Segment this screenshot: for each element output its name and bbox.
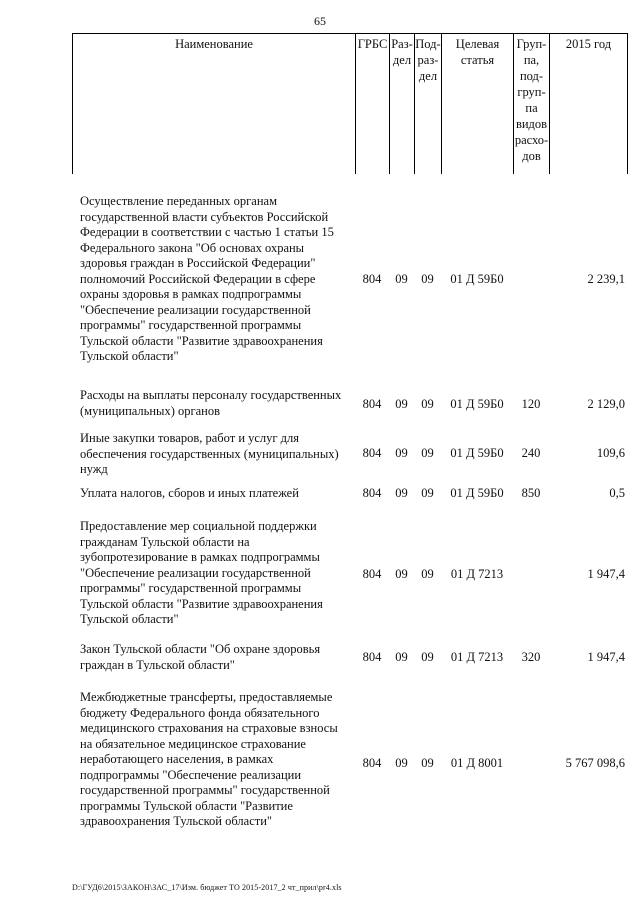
header-gruppa-line: под-	[519, 69, 544, 83]
row-name: Осуществление переданных органам государственной власти субъектов Российской Федерации в соответствии с частью 1 статьи 15 Федерального закона "Об основах охраны здоровья граждан в Российской Федерации" полномочий Российской Федерации в сфере охраны здоровья в рамках подпрограммы "Обеспечение реализации государственной программы" государственной программы Тульской области "Развитие здравоохранения Тульской области"	[80, 194, 334, 363]
header-podrazdel-line: дел	[418, 69, 438, 83]
row-name: Предоставление мер социальной поддержки гражданам Тульской области на зубопротезирование в рамках подпрограммы "Обеспечение реализации государственной программы" государственной программы Тульской области "Развитие здравоохранения Тульской области"	[80, 519, 323, 626]
header-tselevaya-line: Целевая	[455, 37, 500, 51]
row-podrazdel: 09	[421, 397, 434, 411]
header-razdel-line: дел	[392, 53, 412, 67]
row-name: Уплата налогов, сборов и иных платежей	[80, 486, 299, 500]
row-razdel: 09	[395, 650, 408, 664]
row-grbs: 804	[362, 272, 382, 286]
header-gruppa-line: видов	[515, 117, 548, 131]
page-number: 65	[314, 14, 326, 28]
row-tselevaya: 01 Д 8001	[450, 756, 504, 770]
row-amount: 2 239,1	[587, 272, 625, 286]
header-gruppa-line: расхо-	[514, 133, 549, 147]
table-row	[72, 642, 628, 676]
row-grbs: 804	[362, 567, 382, 581]
row-gruppa: 850	[521, 486, 541, 500]
row-grbs: 804	[362, 486, 382, 500]
row-grbs: 804	[362, 650, 382, 664]
header-podrazdel-line: Под-	[415, 37, 441, 51]
row-amount: 0,5	[609, 486, 625, 500]
row-podrazdel: 09	[421, 756, 434, 770]
row-podrazdel: 09	[421, 446, 434, 460]
table-row	[72, 690, 628, 845]
row-razdel: 09	[395, 756, 408, 770]
row-amount: 109,6	[596, 446, 625, 460]
header-gruppa-line: груп-	[517, 85, 546, 99]
row-podrazdel: 09	[421, 272, 434, 286]
row-tselevaya: 01 Д 7213	[450, 650, 504, 664]
table-row	[72, 388, 628, 422]
row-name: Иные закупки товаров, работ и услуг для обеспечения государственных (муниципальных) нужд	[80, 431, 339, 476]
header-gruppa	[513, 34, 549, 174]
row-gruppa: 240	[521, 446, 541, 460]
header-year: 2015 год	[549, 34, 628, 174]
header-razdel	[389, 34, 414, 174]
row-name: Закон Тульской области "Об охране здоровья граждан в Тульской области"	[80, 642, 321, 672]
row-podrazdel: 09	[421, 650, 434, 664]
row-razdel: 09	[395, 567, 408, 581]
table-row	[72, 194, 628, 369]
header-razdel-line: Раз-	[391, 37, 413, 51]
header-gruppa-line: па,	[523, 53, 540, 67]
row-name: Расходы на выплаты персоналу государственных (муниципальных) органов	[80, 388, 342, 418]
row-grbs: 804	[362, 756, 382, 770]
row-amount: 1 947,4	[587, 567, 625, 581]
row-tselevaya: 01 Д 59Б0	[450, 486, 504, 500]
row-tselevaya: 01 Д 7213	[450, 567, 504, 581]
header-tselevaya	[441, 34, 513, 174]
row-tselevaya: 01 Д 59Б0	[450, 397, 504, 411]
header-tselevaya-line: статья	[460, 53, 495, 67]
row-grbs: 804	[362, 397, 382, 411]
row-podrazdel: 09	[421, 486, 434, 500]
row-tselevaya: 01 Д 59Б0	[450, 272, 504, 286]
header-gruppa-line: дов	[522, 149, 541, 163]
table-header	[72, 33, 628, 174]
row-podrazdel: 09	[421, 567, 434, 581]
row-gruppa: 320	[521, 650, 541, 664]
header-name: Наименование	[72, 34, 355, 174]
header-gruppa-line: Груп-	[516, 37, 547, 51]
header-podrazdel	[414, 34, 441, 174]
budget-table	[72, 33, 628, 828]
table-row	[72, 431, 628, 479]
table-row	[72, 486, 628, 504]
header-grbs: ГРБС	[355, 34, 389, 174]
row-amount: 5 767 098,6	[565, 756, 625, 770]
row-amount: 2 129,0	[587, 397, 625, 411]
row-razdel: 09	[395, 397, 408, 411]
row-razdel: 09	[395, 486, 408, 500]
row-tselevaya: 01 Д 59Б0	[450, 446, 504, 460]
row-amount: 1 947,4	[587, 650, 625, 664]
row-name: Межбюджетные трансферты, предоставляемые бюджету Федерального фонда обязательного медицинского страхования на страховые взносы на обязательное медицинское страхование неработающего населения, в рамках подпрограммы "Обеспечение реализации государственной программы" государственной программы Тульской области "Развитие здравоохранения Тульской области"	[80, 690, 338, 828]
row-razdel: 09	[395, 446, 408, 460]
header-podrazdel-line: раз-	[417, 53, 439, 67]
row-gruppa: 120	[521, 397, 541, 411]
file-path-footer: D:\ГУД6\2015\ЗАКОН\ЗАС_17\Изм. бюджет ТО 2015-2017_2 чт_прил\pr4.xls	[72, 883, 342, 892]
table-row	[72, 519, 628, 629]
header-gruppa-line: па	[525, 101, 538, 115]
row-grbs: 804	[362, 446, 382, 460]
row-razdel: 09	[395, 272, 408, 286]
